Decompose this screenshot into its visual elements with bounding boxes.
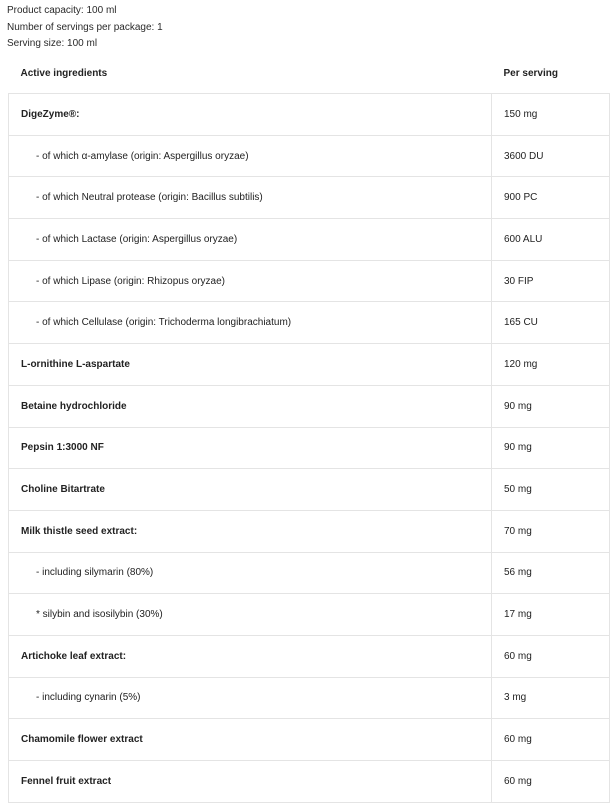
ingredient-amount: 30 FIP [492,260,610,302]
ingredient-name: Pepsin 1:3000 NF [9,427,492,469]
table-row [9,719,610,761]
table-row [9,177,610,219]
table-row [9,94,610,136]
table-row [9,677,610,719]
ingredient-name: - including silymarin (80%) [9,552,492,594]
ingredient-amount: 60 mg [492,761,610,803]
table-row [9,135,610,177]
ingredient-name: Betaine hydrochloride [9,385,492,427]
table-row [9,427,610,469]
ingredient-name: * silybin and isosilybin (30%) [9,594,492,636]
table-row [9,260,610,302]
ingredient-amount: 150 mg [492,94,610,136]
table-row [9,594,610,636]
table-row [9,344,610,386]
ingredient-name: Choline Bitartrate [9,469,492,511]
ingredient-amount: 50 mg [492,469,610,511]
ingredient-amount: 60 mg [492,719,610,761]
ingredient-amount: 120 mg [492,344,610,386]
header-per-serving: Per serving [503,67,558,79]
table-body [9,94,610,803]
ingredient-name: - of which Lipase (origin: Rhizopus oryzae) [9,260,492,302]
ingredient-name: Chamomile flower extract [9,719,492,761]
ingredient-name: DigeZyme®: [9,94,492,136]
table-row [9,510,610,552]
ingredient-amount: 3 mg [492,677,610,719]
ingredient-name: Fennel fruit extract [9,761,492,803]
header-active-ingredients: Active ingredients [20,67,108,79]
ingredient-amount: 3600 DU [492,135,610,177]
ingredient-name: - of which Lactase (origin: Aspergillus oryzae) [9,219,492,261]
ingredient-amount: 165 CU [492,302,610,344]
table-row [9,469,610,511]
serving-size: Serving size: 100 ml [7,38,98,49]
ingredient-amount: 900 PC [492,177,610,219]
ingredient-name: - of which α-amylase (origin: Aspergillus oryzae) [9,135,492,177]
product-capacity: Product capacity: 100 ml [7,5,117,16]
ingredient-amount: 70 mg [492,510,610,552]
ingredient-name: - of which Cellulase (origin: Trichoderma longibrachiatum) [9,302,492,344]
ingredient-amount: 60 mg [492,635,610,677]
table-row [9,761,610,803]
ingredient-amount: 56 mg [492,552,610,594]
ingredient-name: L-ornithine L-aspartate [9,344,492,386]
ingredients-table [8,53,610,803]
ingredient-amount: 600 ALU [492,219,610,261]
table-header-row [9,53,610,94]
ingredient-name: Milk thistle seed extract: [9,510,492,552]
ingredient-name: - of which Neutral protease (origin: Bacillus subtilis) [9,177,492,219]
ingredient-amount: 17 mg [492,594,610,636]
table-row [9,219,610,261]
table-row [9,552,610,594]
ingredient-name: Artichoke leaf extract: [9,635,492,677]
product-info [0,0,611,53]
table-row [9,385,610,427]
table-row [9,302,610,344]
table-row [9,635,610,677]
ingredient-amount: 90 mg [492,427,610,469]
ingredient-amount: 90 mg [492,385,610,427]
servings-per-package: Number of servings per package: 1 [7,21,163,33]
ingredient-name: - including cynarin (5%) [9,677,492,719]
